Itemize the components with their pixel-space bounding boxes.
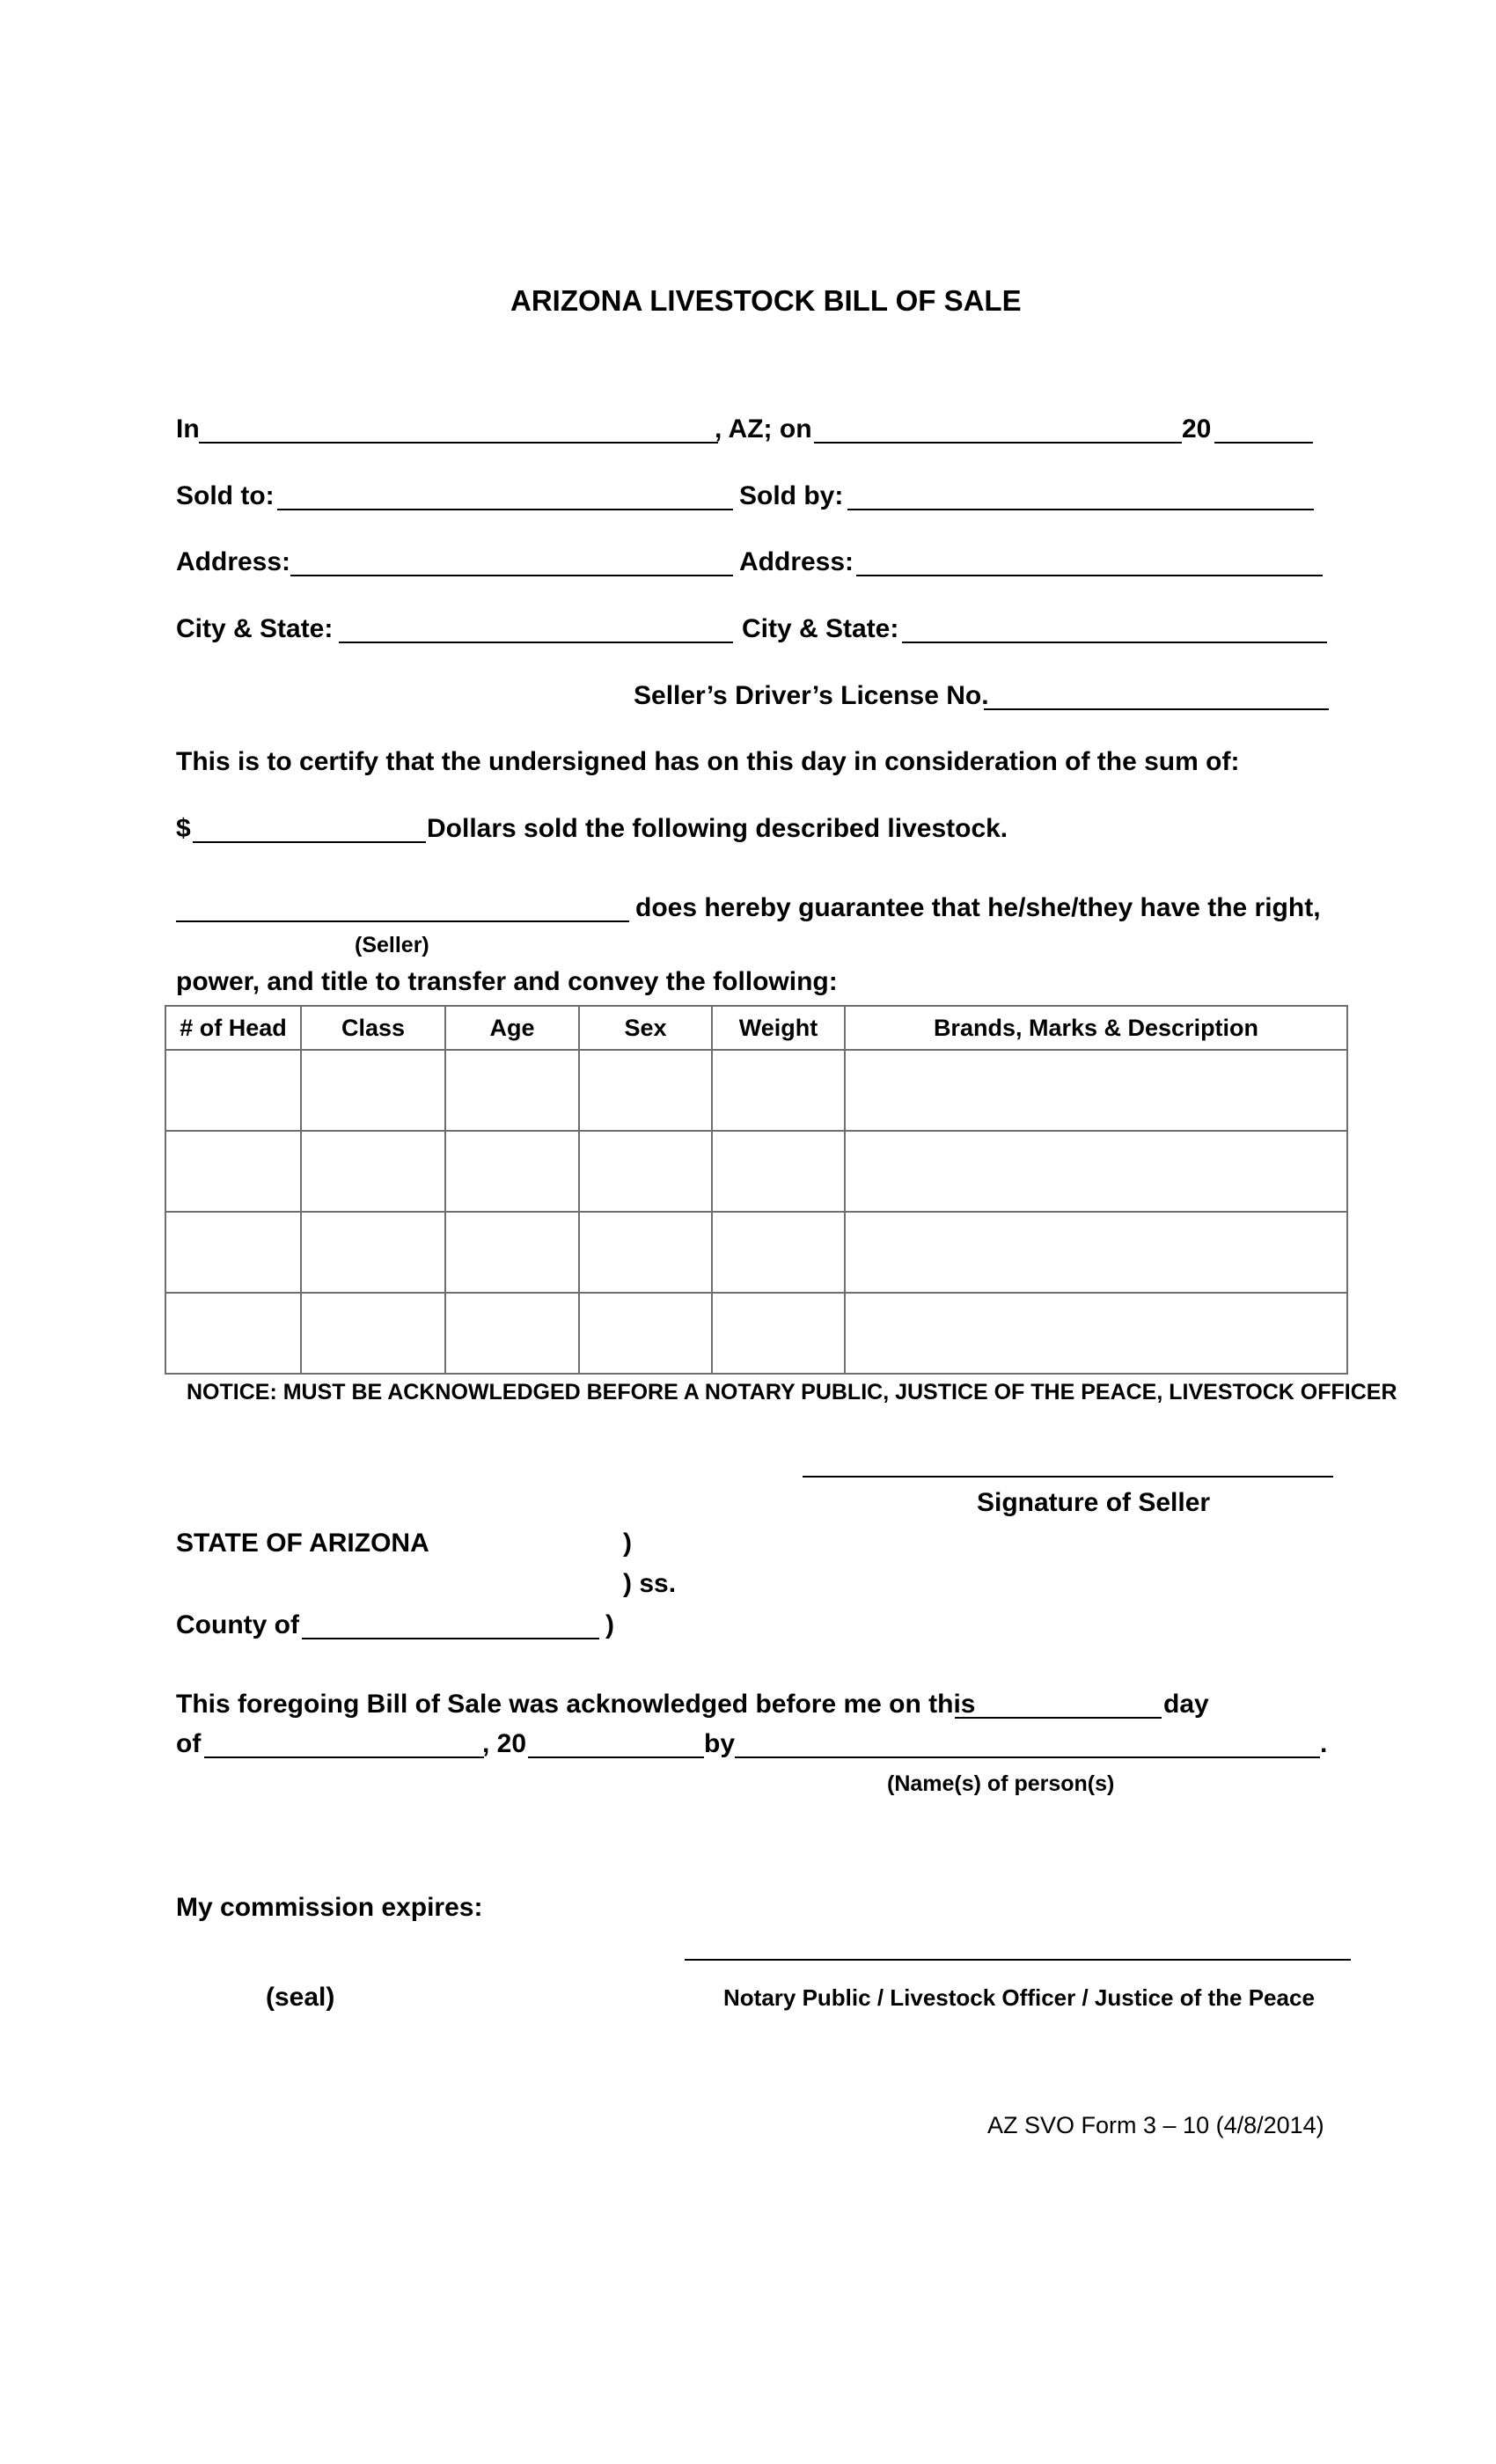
- table-cell[interactable]: [301, 1131, 445, 1212]
- column-header-age: Age: [445, 1006, 579, 1050]
- dollars-statement: Dollars sold the following described livestock.: [427, 814, 1008, 843]
- notary-signature-field[interactable]: [685, 1959, 1351, 1961]
- column-header-sex: Sex: [579, 1006, 712, 1050]
- seller-caption: (Seller): [355, 933, 429, 957]
- state-paren: ): [623, 1529, 632, 1558]
- column-header-head-count: # of Head: [165, 1006, 301, 1050]
- acknowledgement-year-field[interactable]: [528, 1756, 704, 1758]
- table-cell[interactable]: [579, 1293, 712, 1374]
- date-field[interactable]: [814, 442, 1182, 444]
- buyer-city-state-label: City & State:: [176, 614, 334, 643]
- table-cell[interactable]: [579, 1131, 712, 1212]
- table-cell[interactable]: [301, 1050, 445, 1131]
- of-label: of: [176, 1729, 202, 1758]
- table-row: [165, 1212, 1347, 1293]
- table-row: [165, 1050, 1347, 1131]
- commission-expires-label: My commission expires:: [176, 1893, 483, 1922]
- drivers-license-label: Seller’s Driver’s License No.: [634, 681, 989, 710]
- ss-label: ) ss.: [623, 1569, 677, 1598]
- foregoing-statement: This foregoing Bill of Sale was acknowledged before me on this: [176, 1690, 976, 1719]
- signature-of-seller-label: Signature of Seller: [977, 1488, 1211, 1517]
- buyer-city-state-field[interactable]: [339, 642, 733, 643]
- column-header-class: Class: [301, 1006, 445, 1050]
- seal-label: (seal): [266, 1983, 335, 2012]
- table-cell[interactable]: [845, 1131, 1347, 1212]
- sold-to-label: Sold to:: [176, 481, 275, 510]
- buyer-address-label: Address:: [176, 547, 291, 576]
- seller-address-label: Address:: [739, 547, 854, 576]
- table-cell[interactable]: [845, 1212, 1347, 1293]
- certify-statement: This is to certify that the undersigned has on this day in consideration of the sum of:: [176, 747, 1240, 776]
- table-cell[interactable]: [301, 1212, 445, 1293]
- year-label: 20: [1182, 414, 1212, 444]
- column-header-description: Brands, Marks & Description: [845, 1006, 1347, 1050]
- table-row: [165, 1131, 1347, 1212]
- table-cell[interactable]: [165, 1212, 301, 1293]
- table-cell[interactable]: [445, 1131, 579, 1212]
- table-cell[interactable]: [165, 1131, 301, 1212]
- notary-title-label: Notary Public / Livestock Officer / Justice of the Peace: [723, 1984, 1315, 2011]
- seller-name-field[interactable]: [176, 920, 629, 922]
- table-cell[interactable]: [845, 1050, 1347, 1131]
- acknowledgement-day-field[interactable]: [955, 1717, 1162, 1719]
- acknowledged-by-field[interactable]: [735, 1756, 1320, 1758]
- sold-by-label: Sold by:: [739, 481, 844, 510]
- table-cell[interactable]: [712, 1293, 845, 1374]
- names-caption: (Name(s) of person(s): [887, 1771, 1115, 1796]
- table-cell[interactable]: [165, 1293, 301, 1374]
- livestock-table: [165, 1005, 1348, 1375]
- seller-city-state-field[interactable]: [902, 642, 1327, 643]
- county-paren: ): [605, 1610, 614, 1639]
- seller-signature-field[interactable]: [803, 1476, 1333, 1478]
- table-cell[interactable]: [301, 1293, 445, 1374]
- table-cell[interactable]: [712, 1212, 845, 1293]
- table-cell[interactable]: [445, 1212, 579, 1293]
- buyer-address-field[interactable]: [290, 575, 733, 576]
- table-cell[interactable]: [445, 1293, 579, 1374]
- acknowledgement-month-field[interactable]: [204, 1756, 484, 1758]
- dollar-sign: $: [176, 814, 191, 843]
- place-label: In: [176, 414, 200, 444]
- day-label: day: [1163, 1690, 1209, 1719]
- by-label: by: [704, 1729, 736, 1758]
- form-title: ARIZONA LIVESTOCK BILL OF SALE: [510, 284, 1022, 317]
- seller-address-field[interactable]: [856, 575, 1323, 576]
- table-cell[interactable]: [445, 1050, 579, 1131]
- column-header-weight: Weight: [712, 1006, 845, 1050]
- county-label: County of: [176, 1610, 299, 1639]
- table-header-row: [165, 1006, 1347, 1050]
- notice-text: NOTICE: MUST BE ACKNOWLEDGED BEFORE A NOTARY PUBLIC, JUSTICE OF THE PEACE, LIVESTOCK OFFICER: [187, 1380, 1397, 1404]
- acknowledgement-year-prefix: , 20: [482, 1729, 527, 1758]
- place-field[interactable]: [199, 442, 718, 444]
- table-row: [165, 1293, 1347, 1374]
- sold-by-field[interactable]: [847, 509, 1314, 510]
- sold-to-field[interactable]: [277, 509, 733, 510]
- year-field[interactable]: [1214, 442, 1313, 444]
- table-cell[interactable]: [579, 1050, 712, 1131]
- table-cell[interactable]: [712, 1050, 845, 1131]
- power-statement: power, and title to transfer and convey the following:: [176, 967, 838, 996]
- state-on-label: , AZ; on: [715, 414, 812, 444]
- state-of-arizona-label: STATE OF ARIZONA: [176, 1529, 429, 1558]
- table-cell[interactable]: [165, 1050, 301, 1131]
- form-number: AZ SVO Form 3 – 10 (4/8/2014): [987, 2112, 1324, 2138]
- table-cell[interactable]: [712, 1131, 845, 1212]
- table-cell[interactable]: [845, 1293, 1347, 1374]
- table-cell[interactable]: [579, 1212, 712, 1293]
- guarantee-statement: does hereby guarantee that he/she/they have the right,: [635, 893, 1321, 922]
- sentence-period: .: [1320, 1729, 1328, 1758]
- sum-field[interactable]: [193, 841, 426, 843]
- county-field[interactable]: [302, 1638, 599, 1639]
- seller-city-state-label: City & State:: [742, 614, 899, 643]
- drivers-license-field[interactable]: [984, 708, 1329, 710]
